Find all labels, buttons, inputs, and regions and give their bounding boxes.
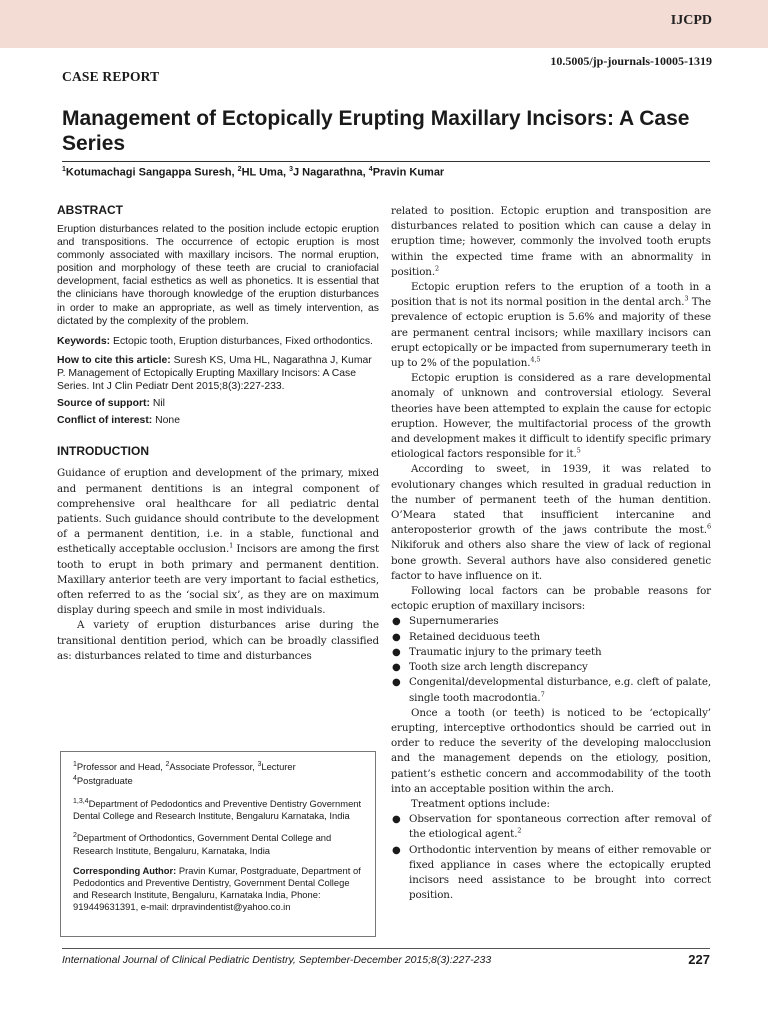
body-paragraph-5: Following local factors can be probable reasons for ectopic eruption of maxillary incisors: (391, 585, 711, 613)
reference-marker: 5 (576, 446, 581, 455)
header-band (0, 0, 768, 48)
footer-journal-citation: International Journal of Clinical Pediatric Dentistry, September-December 2015;8(3):227-233 (62, 954, 492, 966)
list-item: ● Tooth size arch length discrepancy (391, 660, 711, 675)
body-paragraph-7: Treatment options include: (411, 797, 550, 810)
bullet-icon: ● (392, 662, 401, 674)
intro-paragraph-1: Guidance of eruption and development of the primary, mixed and permanent dentitions is an integral component of comprehensive oral healthcare for all pediatric dental patients. Such guidance should contribute to the development of a permanent dentition, i.e. in a stable, functional and esthetically acceptable occlusion.$^1$ Incisors are among the first tooth to erupt in both primary and permanent dentition. Maxillary anterior teeth are very important to facial esthetics, often referred to as the ‘social six’, as they are on maximum display during speech and smile in most individuals. (57, 467, 379, 617)
intro-paragraph-2: A variety of eruption disturbances arise during the transitional dentition period, which can be broadly classified as: disturbances related to time and disturbances (57, 619, 379, 662)
list-item: ● Supernumeraries (391, 614, 711, 629)
article-type: CASE REPORT (62, 69, 160, 84)
page-number: 227 (688, 952, 710, 967)
footer-divider (62, 948, 710, 949)
reference-marker: 7 (540, 690, 545, 699)
list-item: ● Retained deciduous teeth (391, 630, 711, 645)
right-column (391, 204, 711, 903)
source-of-support: Source of support: Nil (57, 398, 165, 410)
body-paragraph-3: Ectopic eruption is considered as a rare developmental anomaly of unknown and controversial etiology. Several theories have been attempted to explain the cause for ectopic eruption. However, the multifactorial process of the growth and development makes it difficult to identify specific primary etiological factors responsible for it.$^5$ (391, 372, 711, 461)
body-paragraph-1: related to position. Ectopic eruption and transposition are disturbances related to position which can cause a delay in eruption time; however, commonly the involved tooth erupts within the expected time frame with an abnormality in position.$^2$ (391, 205, 711, 278)
doi[interactable]: 10.5005/jp-journals-10005-1319 (550, 54, 712, 68)
abstract-heading: ABSTRACT (57, 203, 123, 217)
list-item: ● Traumatic injury to the primary teeth (391, 645, 711, 660)
author-name: J Nagarathna, (292, 166, 369, 179)
title-divider (62, 161, 710, 162)
author-number: 3 (289, 166, 293, 173)
treatment-options-list (391, 812, 711, 903)
list-item: ● Orthodontic intervention by means of either removable or fixed appliance in cases where the ectopically erupted incisors need assistance to be brought into correct position. (392, 843, 711, 902)
article-title: Management of Ectopically Erupting Maxillary Incisors: A Case Series (62, 107, 690, 155)
reference-marker: 3 (684, 294, 689, 303)
corresponding-author: Corresponding Author: Pravin Kumar, Postgraduate, Department of Pedodontics and Preventive Dentistry, Government Dental College and Research Institute, Bengaluru, Karnataka India, Phone: 919449631391, e-mail: drpravindentist@yahoo.co.in (73, 864, 361, 913)
bullet-icon: ● (392, 844, 401, 856)
author-list (62, 166, 444, 179)
author-roles: $^1$Professor and Head, $^2$Associate Professor, $^3$Lecturer $^4$Postgraduate (73, 761, 296, 787)
bullet-icon: ● (392, 631, 401, 643)
bullet-icon: ● (392, 814, 401, 826)
bullet-icon: ● (392, 646, 401, 658)
reference-marker: 2 (517, 826, 522, 835)
abstract-text: Eruption disturbances related to the position include ectopic eruption and transpositions. The occurrence of ectopic eruption is most commonly associated with maxillary incisors. The normal eruption, position and morphology of these teeth are crucial to craniofacial development, facial esthetics as well as phonetics. It is essential that the clinicians have thorough knowledge of the eruption disturbances in order to make an appropriate, as well as timely intervention, as dictated by the complexity of the problem. (57, 224, 379, 327)
body-paragraph-4: According to sweet, in 1939, it was related to evolutionary changes which resulted in gradual reduction in the number of permanent teeth of the human dentition. O’Meara stated that insufficient intercanine and anteroposterior growth of the jaws contribute the most.$^6$ Nikiforuk and others also share the view of lack of regional bone growth. Several authors have also considered genetic factor to have influence on it. (391, 463, 711, 582)
author-number: 4 (368, 166, 373, 173)
introduction-heading: INTRODUCTION (57, 444, 149, 459)
affiliations-box (60, 751, 376, 937)
reference-marker: 4,5 (530, 355, 541, 364)
affiliation-department-1: $^{1,3,4}$Department of Pedodontics and Preventive Dentistry Government Dental College and Research Institute, Bengaluru Karnataka, India (73, 797, 362, 821)
author-number: 2 (237, 166, 242, 173)
journal-abbreviation: IJCPD (670, 13, 712, 28)
list-item: ● Congenital/developmental disturbance, e.g. cleft of palate, single tooth macrodontia.$^7$ (392, 676, 711, 704)
citation-label: How to cite this article: (57, 354, 171, 366)
reference-marker: 2 (435, 264, 440, 273)
body-paragraph-2: Ectopic eruption refers to the eruption of a tooth in a position that is not its normal position in the dental arch.$^3$ The prevalence of ectopic eruption is 5.6% and majority of these are permanent central incisors; while maxillary incisors can erupt ectopically or be impacted from supernumerary teeth in up to 2% of the population.$^{4,5}$ (391, 281, 712, 370)
list-item: ● Observation for spontaneous correction after removal of the etiological agent.$^2$ (392, 813, 711, 841)
local-factors-list (391, 614, 711, 705)
bullet-icon: ● (392, 677, 401, 689)
affiliation-department-2: $^2$Department of Orthodontics, Government Dental College and Research Institute, Bengaluru, Karnataka, India (73, 832, 332, 856)
citation: How to cite this article: Suresh KS, Uma HL, Nagarathna J, Kumar P. Management of Ectopically Erupting Maxillary Incisors: A Case Series. Int J Clin Pediatr Dent 2015;8(3):227-233. (57, 354, 372, 393)
author-name: HL Uma, (241, 166, 290, 179)
keywords: Keywords: Ectopic tooth, Eruption disturbances, Fixed orthodontics. (57, 335, 373, 347)
author-name: Kotumachagi Sangappa Suresh, (65, 166, 238, 179)
reference-marker: 1 (229, 541, 234, 550)
author-name: Pravin Kumar (372, 166, 445, 179)
author-number: 1 (62, 166, 66, 173)
body-paragraph-6: Once a tooth (or teeth) is noticed to be ‘ectopically’ erupting, interceptive orthodontics should be carried out in order to reduce the severity of the developing malocclusion and the management depends on the etiology, position, patient’s esthetic concern and accommodability of the tooth into an acceptable position within the arch. (391, 706, 711, 795)
conflict-of-interest: Conflict of interest: None (57, 415, 180, 427)
reference-marker: 6 (706, 522, 711, 531)
left-column (57, 203, 379, 664)
keywords-label: Keywords: (57, 335, 111, 347)
bullet-icon: ● (392, 616, 401, 628)
